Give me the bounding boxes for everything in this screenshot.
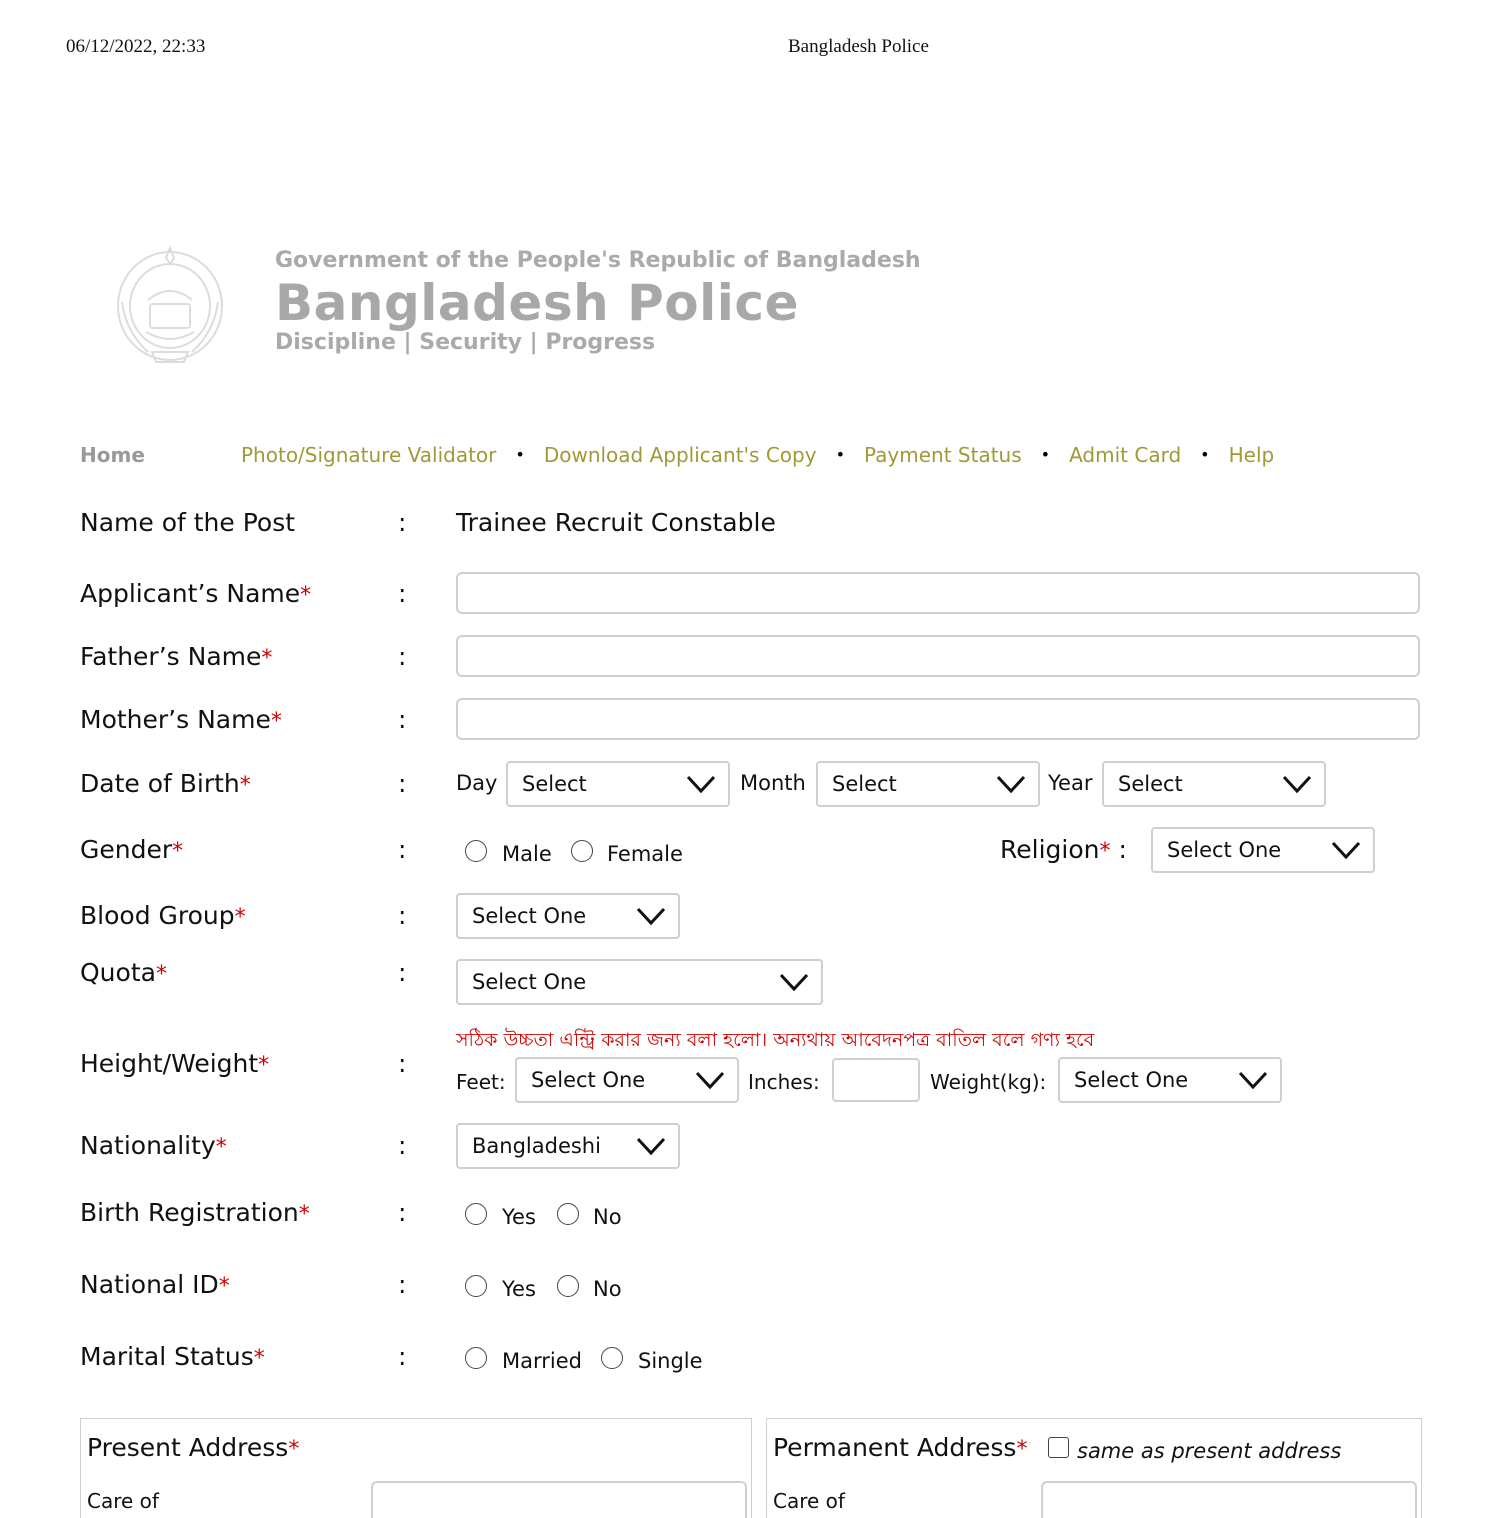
print-header bbox=[0, 36, 1500, 62]
gender-male-radio[interactable] bbox=[465, 840, 487, 862]
chevron-down-icon bbox=[695, 1068, 725, 1092]
nav-home-link[interactable]: Home bbox=[80, 443, 145, 467]
nav-separator: • bbox=[1200, 445, 1210, 464]
nationality-row bbox=[80, 1123, 1425, 1173]
nav-payment-status[interactable]: Payment Status bbox=[864, 443, 1022, 467]
marital-single-radio[interactable] bbox=[601, 1347, 623, 1369]
national-id-yes-label: Yes bbox=[502, 1277, 536, 1301]
same-as-present-checkbox[interactable] bbox=[1048, 1437, 1069, 1458]
birth-registration-label: Birth Registration* bbox=[80, 1198, 310, 1227]
dob-month-label: Month bbox=[740, 771, 806, 795]
required-mark: * bbox=[239, 773, 251, 798]
nav-admit-card[interactable]: Admit Card bbox=[1069, 443, 1182, 467]
quota-select[interactable] bbox=[456, 959, 823, 1005]
nav-separator: • bbox=[1040, 445, 1051, 464]
print-page-title: Bangladesh Police bbox=[788, 36, 929, 57]
site-title: Bangladesh Police bbox=[275, 274, 799, 332]
colon: : bbox=[398, 705, 407, 734]
mother-name-input[interactable] bbox=[456, 698, 1420, 740]
marital-married-radio[interactable] bbox=[465, 1347, 487, 1369]
marital-married-label: Married bbox=[502, 1349, 582, 1373]
quota-row bbox=[80, 958, 1425, 1008]
chevron-down-icon bbox=[686, 772, 716, 796]
gender-female-radio[interactable] bbox=[571, 840, 593, 862]
police-emblem-icon bbox=[112, 242, 228, 364]
height-notice: সঠিক উচ্চতা এন্ট্রি করার জন্য বলা হলো। অন্যথায় আবেদনপত্র বাতিল বলে গণ্য হবে bbox=[456, 1029, 1095, 1051]
post-value: Trainee Recruit Constable bbox=[456, 508, 776, 537]
blood-group-row bbox=[80, 893, 1425, 943]
dob-day-value: Select bbox=[522, 772, 587, 796]
chevron-down-icon bbox=[1331, 838, 1361, 862]
feet-select[interactable] bbox=[515, 1057, 739, 1103]
colon: : bbox=[398, 1342, 407, 1371]
applicant-name-row bbox=[80, 572, 1425, 618]
weight-select[interactable] bbox=[1058, 1057, 1282, 1103]
dob-row bbox=[80, 760, 1425, 810]
colon: : bbox=[398, 579, 407, 608]
required-mark: * bbox=[218, 1274, 230, 1299]
permanent-address-section bbox=[766, 1418, 1422, 1518]
gender-female-label: Female bbox=[607, 842, 683, 866]
required-mark: * bbox=[172, 839, 184, 864]
post-row bbox=[80, 506, 1425, 546]
marital-single-label: Single bbox=[638, 1349, 703, 1373]
quota-label: Quota* bbox=[80, 958, 167, 987]
gender-label: Gender* bbox=[80, 835, 184, 864]
weight-value: Select One bbox=[1074, 1068, 1189, 1092]
dob-year-select[interactable] bbox=[1102, 761, 1326, 807]
national-id-label: National ID* bbox=[80, 1270, 230, 1299]
colon: : bbox=[398, 835, 407, 864]
national-id-yes-radio[interactable] bbox=[465, 1275, 487, 1297]
religion-value: Select One bbox=[1167, 838, 1282, 862]
height-weight-row bbox=[80, 1024, 1425, 1108]
same-as-present-label: same as present address bbox=[1077, 1439, 1342, 1463]
height-weight-label: Height/Weight* bbox=[80, 1049, 270, 1078]
required-mark: * bbox=[253, 1346, 265, 1371]
inches-input[interactable] bbox=[832, 1058, 920, 1102]
required-mark: * bbox=[300, 583, 312, 608]
nav-help[interactable]: Help bbox=[1228, 443, 1275, 467]
present-address-title: Present Address* bbox=[87, 1433, 300, 1462]
required-mark: * bbox=[298, 1202, 310, 1227]
chevron-down-icon bbox=[636, 904, 666, 928]
dob-month-select[interactable] bbox=[816, 761, 1040, 807]
blood-group-label: Blood Group* bbox=[80, 901, 246, 930]
required-mark: * bbox=[1016, 1437, 1028, 1462]
government-line: Government of the People's Republic of Bangladesh bbox=[275, 248, 921, 273]
nav-photo-signature-validator[interactable]: Photo/Signature Validator bbox=[241, 443, 497, 467]
permanent-address-title: Permanent Address* bbox=[773, 1433, 1028, 1462]
nav-links bbox=[241, 443, 1274, 467]
gender-row bbox=[80, 826, 1425, 876]
nav-download-applicant-copy[interactable]: Download Applicant's Copy bbox=[543, 443, 817, 467]
chevron-down-icon bbox=[779, 970, 809, 994]
father-name-input[interactable] bbox=[456, 635, 1420, 677]
colon: : bbox=[398, 1049, 407, 1078]
required-mark: * bbox=[270, 709, 282, 734]
father-name-row bbox=[80, 635, 1425, 681]
birth-registration-no-label: No bbox=[593, 1205, 622, 1229]
dob-day-select[interactable] bbox=[506, 761, 730, 807]
print-datetime: 06/12/2022, 22:33 bbox=[66, 36, 206, 57]
required-mark: * bbox=[1099, 839, 1111, 864]
colon: : bbox=[398, 901, 407, 930]
feet-value: Select One bbox=[531, 1068, 646, 1092]
marital-status-row bbox=[80, 1342, 1425, 1382]
post-label: Name of the Post bbox=[80, 508, 296, 537]
quota-value: Select One bbox=[472, 970, 587, 994]
birth-registration-yes-radio[interactable] bbox=[465, 1203, 487, 1225]
required-mark: * bbox=[288, 1437, 300, 1462]
dob-year-label: Year bbox=[1048, 771, 1093, 795]
site-banner bbox=[80, 240, 1080, 380]
colon: : bbox=[398, 1270, 407, 1299]
main-nav bbox=[80, 440, 1420, 470]
nationality-select[interactable] bbox=[456, 1123, 680, 1169]
inches-label: Inches: bbox=[748, 1070, 820, 1094]
colon: : bbox=[398, 1198, 407, 1227]
dob-year-value: Select bbox=[1118, 772, 1183, 796]
national-id-no-radio[interactable] bbox=[557, 1275, 579, 1297]
blood-group-select[interactable] bbox=[456, 893, 680, 939]
required-mark: * bbox=[258, 1053, 270, 1078]
chevron-down-icon bbox=[996, 772, 1026, 796]
permanent-care-of-label: Care of bbox=[773, 1489, 845, 1513]
father-name-label: Father’s Name* bbox=[80, 642, 273, 671]
national-id-row bbox=[80, 1270, 1425, 1310]
present-address-section bbox=[80, 1418, 752, 1518]
colon: : bbox=[398, 1131, 407, 1160]
dob-day-label: Day bbox=[456, 771, 498, 795]
nationality-value: Bangladeshi bbox=[472, 1134, 601, 1158]
required-mark: * bbox=[261, 646, 273, 671]
mother-name-label: Mother’s Name* bbox=[80, 705, 282, 734]
marital-status-label: Marital Status* bbox=[80, 1342, 265, 1371]
chevron-down-icon bbox=[1282, 772, 1312, 796]
nav-separator: • bbox=[835, 445, 845, 464]
required-mark: * bbox=[155, 962, 167, 987]
chevron-down-icon bbox=[1238, 1068, 1268, 1092]
gender-male-label: Male bbox=[502, 842, 552, 866]
birth-registration-yes-label: Yes bbox=[502, 1205, 536, 1229]
birth-registration-no-radio[interactable] bbox=[557, 1203, 579, 1225]
colon: : bbox=[398, 958, 407, 987]
blood-group-value: Select One bbox=[472, 904, 587, 928]
birth-registration-row bbox=[80, 1198, 1425, 1238]
site-motto: Discipline | Security | Progress bbox=[275, 330, 656, 355]
national-id-no-label: No bbox=[593, 1277, 622, 1301]
applicant-name-label: Applicant’s Name* bbox=[80, 579, 312, 608]
applicant-name-input[interactable] bbox=[456, 572, 1420, 614]
religion-label: Religion* : bbox=[1000, 835, 1127, 864]
colon: : bbox=[398, 508, 407, 537]
nav-separator: • bbox=[515, 445, 525, 464]
dob-month-value: Select bbox=[832, 772, 897, 796]
colon: : bbox=[398, 769, 407, 798]
feet-label: Feet: bbox=[456, 1070, 506, 1094]
required-mark: * bbox=[234, 905, 246, 930]
chevron-down-icon bbox=[636, 1134, 666, 1158]
dob-label: Date of Birth* bbox=[80, 769, 251, 798]
weight-label: Weight(kg): bbox=[930, 1070, 1047, 1094]
colon: : bbox=[398, 642, 407, 671]
religion-select[interactable] bbox=[1151, 827, 1375, 873]
present-care-of-label: Care of bbox=[87, 1489, 159, 1513]
mother-name-row bbox=[80, 698, 1425, 744]
required-mark: * bbox=[215, 1135, 227, 1160]
nationality-label: Nationality* bbox=[80, 1131, 227, 1160]
